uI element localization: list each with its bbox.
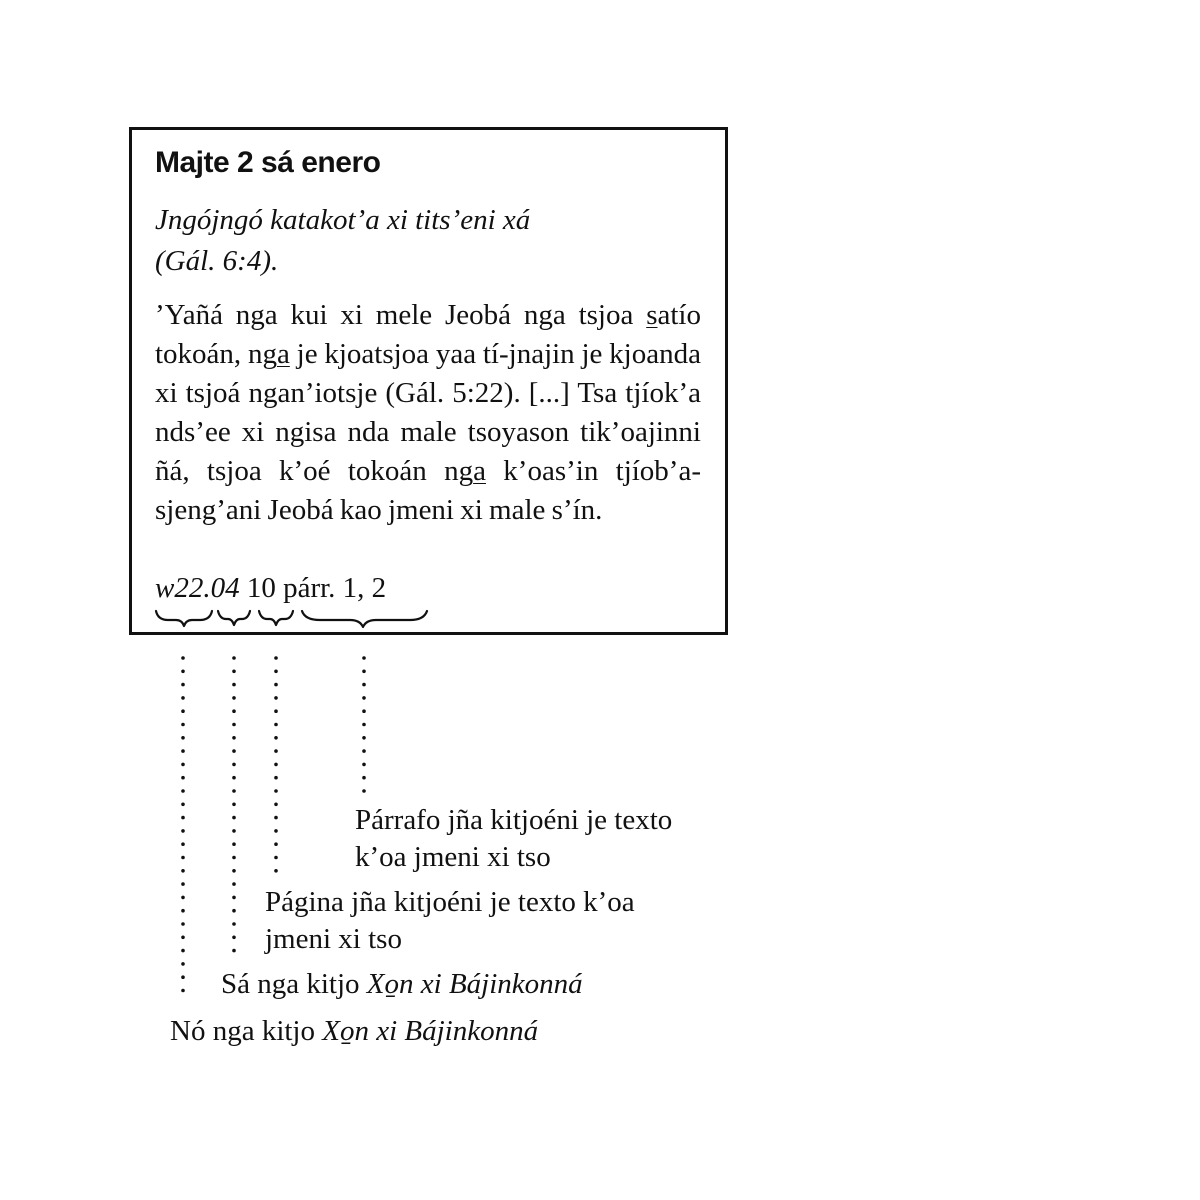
callout-page-line-1: Página jña kitjoéni je texto k’oa xyxy=(265,886,635,918)
body-underlined-a: a xyxy=(276,338,290,370)
callout-page xyxy=(265,884,635,958)
brace-paragraph xyxy=(302,611,427,627)
callout-publication-name: Xo̱n xi Bájinkonná xyxy=(322,1015,539,1047)
callout-paragraph-line-2: k’oa jmeni xi tso xyxy=(355,841,551,873)
body-text-start: ’Yañá nga kui xi mele Jeobá nga tsjoa xyxy=(155,299,647,331)
brace-issue xyxy=(218,611,250,625)
callout-page-line-2: jmeni xi tso xyxy=(265,923,402,955)
brace-page xyxy=(259,611,293,625)
callout-publication xyxy=(170,1013,538,1050)
ref-issue: .04 xyxy=(203,572,240,604)
ref-publication: w22 xyxy=(155,572,204,604)
ref-page: 10 xyxy=(246,572,276,604)
callout-issue xyxy=(221,966,583,1003)
body-text-part-2: atío tokoán, ng xyxy=(155,299,701,370)
callout-paragraph xyxy=(355,802,672,876)
ref-paragraph: párr. 1, 2 xyxy=(283,572,387,604)
brace-publication xyxy=(156,611,212,626)
daily-text-date: Majte 2 sá enero xyxy=(155,146,381,179)
body-underlined-s: s xyxy=(646,299,658,331)
callout-publication-prefix: Nó nga kitjo xyxy=(170,1015,323,1047)
theme-scripture-citation: (Gál. 6:4). xyxy=(155,245,279,277)
callout-issue-prefix: Sá nga kitjo xyxy=(221,968,367,1000)
theme-scripture-line-1: Jngójngó katakot’a xi tits’eni xá xyxy=(155,204,531,236)
callout-paragraph-line-1: Párrafo jña kitjoéni je texto xyxy=(355,804,673,836)
body-text-part-3: je kjoatsjoa yaa tí-jnajin je kjoanda xi tsjoá ngan’iotsje (Gál. 5:22). [...] Tsa tjíok’a nds’ee xi ngisa nda male tsoyason tik’oajinni ñá, tsjoa k’oé tokoán ng xyxy=(155,338,701,487)
callout-issue-publication: Xo̱n xi Bájinkonná xyxy=(366,968,583,1000)
body-text-end: k’oas’in tjíob’a-sjeng’ani Jeobá kao jmeni xi male s’ín. xyxy=(155,455,701,526)
body-underlined-a-2: a xyxy=(473,455,486,487)
